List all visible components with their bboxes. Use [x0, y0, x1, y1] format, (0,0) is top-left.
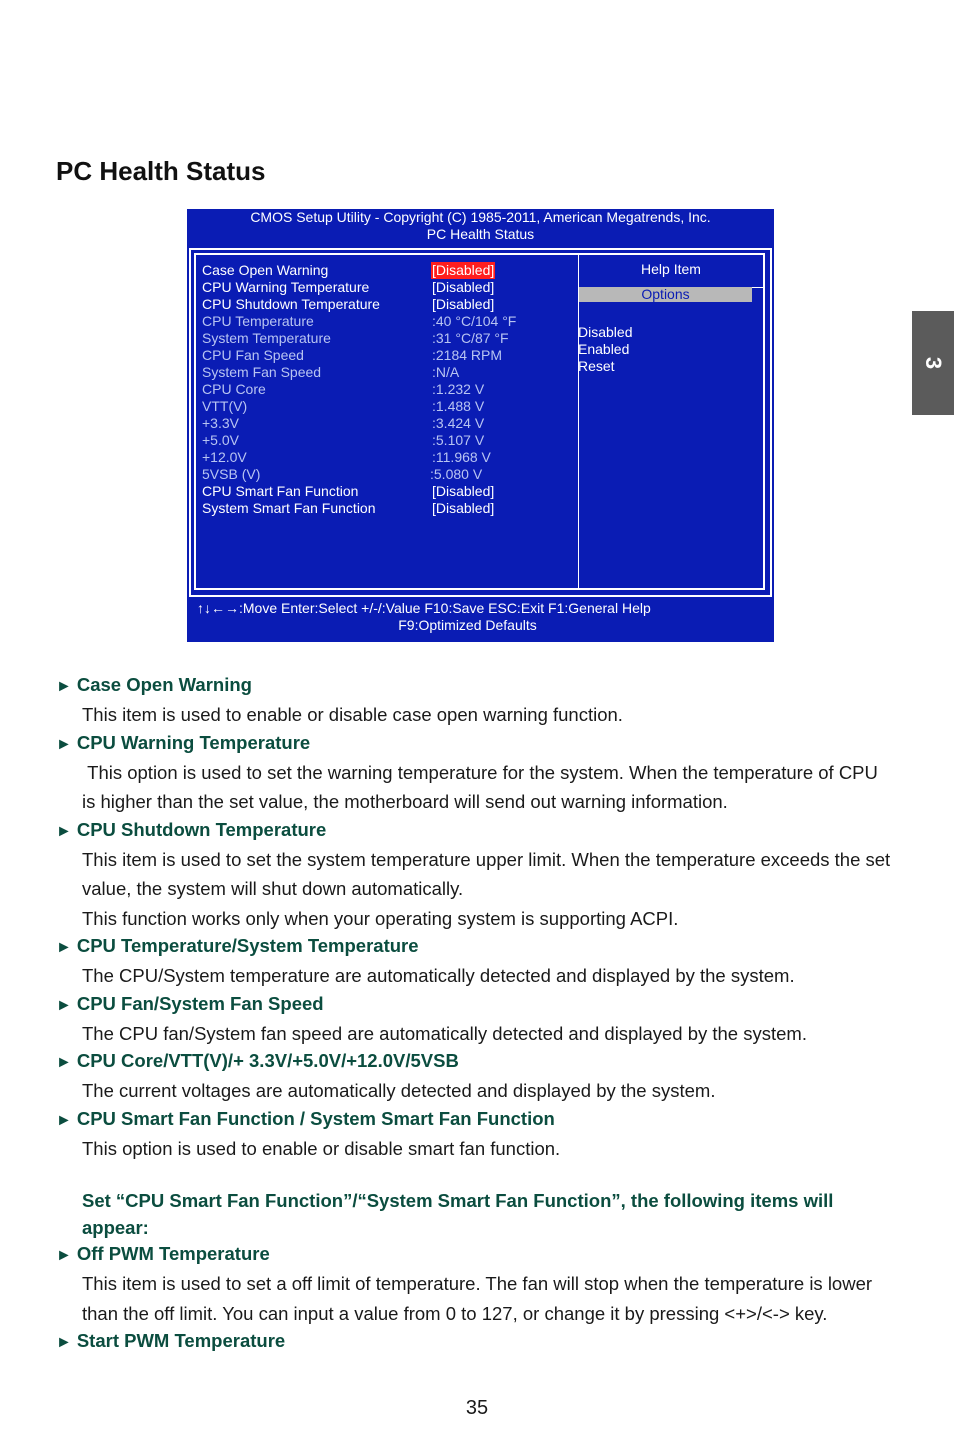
- bios-setting-label: CPU Smart Fan Function: [202, 483, 359, 499]
- section-heading-text: CPU Fan/System Fan Speed: [76, 992, 324, 1014]
- bios-inner-frame: [194, 253, 765, 590]
- help-options-bar: Options: [579, 287, 752, 302]
- chapter-number: 3: [921, 356, 946, 370]
- section-heading-text: Off PWM Temperature: [76, 1243, 270, 1264]
- help-option-item: Enabled: [578, 341, 630, 357]
- bios-divider: [578, 255, 579, 588]
- section-heading: [56, 933, 896, 961]
- bios-setting-value: :11.968 V: [432, 449, 491, 465]
- section-paragraph: This item is used to set a off limit of temperature. The fan will stop when the temperature is lower than the off limit. You can input a value from 0 to 127, or change it by pressing <+>/<-> key.: [82, 1273, 878, 1324]
- bullet-arrow-icon: ►: [56, 996, 72, 1014]
- bios-setting-label: +5.0V: [202, 432, 239, 448]
- section-heading: [56, 730, 896, 758]
- bios-footer-keys: ↑↓←→:Move Enter:Select +/-/:Value F10:Save ESC:Exit F1:General Help: [197, 600, 651, 616]
- page-title: PC Health Status: [56, 156, 266, 186]
- bullet-arrow-icon: ►: [56, 1334, 72, 1351]
- bios-setting-value: [Disabled]: [432, 483, 495, 499]
- bullet-arrow-icon: ►: [56, 1247, 72, 1264]
- bios-setting-value: :1.488 V: [432, 398, 485, 414]
- bullet-arrow-icon: ►: [56, 939, 72, 956]
- section-paragraph: The CPU fan/System fan speed are automatically detected and displayed by the system.: [82, 1022, 807, 1044]
- bios-setting-label: CPU Shutdown Temperature: [202, 296, 380, 312]
- bios-setting-value: :31 °C/87 °F: [432, 330, 509, 346]
- bios-setting-value: [Disabled]: [432, 296, 495, 312]
- bios-setting-value: [Disabled]: [432, 262, 495, 278]
- bios-setting-value: :2184 RPM: [432, 347, 503, 363]
- page-number: 35: [465, 1397, 489, 1419]
- bios-footer-defaults: F9:Optimized Defaults: [398, 617, 537, 633]
- section-heading: [56, 1048, 896, 1076]
- bullet-arrow-icon: ►: [56, 822, 72, 840]
- bullet-arrow-icon: ►: [56, 1054, 72, 1071]
- section-paragraph: This item is used to enable or disable case open warning function.: [82, 704, 623, 725]
- bios-setting-value: :N/A: [432, 364, 460, 380]
- bios-setting-label: System Fan Speed: [202, 364, 322, 380]
- bios-setting-label: CPU Core: [202, 381, 266, 397]
- bios-setting-value: :3.424 V: [432, 415, 485, 431]
- bios-screenshot: [187, 209, 774, 642]
- bios-header-page: PC Health Status: [426, 226, 535, 242]
- bios-setting-value: :5.107 V: [432, 432, 485, 448]
- bios-setting-label: System Smart Fan Function: [202, 500, 376, 516]
- section-heading-text: Case Open Warning: [76, 674, 252, 695]
- section-heading: [56, 1106, 896, 1134]
- chapter-tab: [912, 311, 954, 415]
- bios-setting-label: VTT(V): [202, 398, 248, 414]
- section-heading-text: CPU Smart Fan Function / System Smart Fan Function: [76, 1107, 555, 1129]
- bios-header: [187, 209, 774, 243]
- bios-setting-label: CPU Temperature: [202, 313, 314, 329]
- help-item-box: [579, 255, 763, 288]
- section-heading: [56, 991, 896, 1019]
- section-paragraph: This function works only when your operating system is supporting ACPI.: [82, 907, 679, 929]
- section-paragraph: This option is used to enable or disable smart fan function.: [82, 1137, 561, 1159]
- bios-setting-label: +3.3V: [202, 415, 239, 431]
- bullet-arrow-icon: ►: [56, 678, 72, 695]
- bios-frame: [189, 248, 772, 597]
- section-heading: [56, 672, 896, 700]
- section-heading: [56, 817, 896, 845]
- section-heading-text: Start PWM Temperature: [76, 1330, 286, 1351]
- bios-setting-label: +12.0V: [202, 449, 247, 465]
- section-paragraph: The current voltages are automatically detected and displayed by the system.: [82, 1080, 716, 1101]
- bios-setting-label: Case Open Warning: [202, 262, 329, 278]
- bullet-arrow-icon: ►: [56, 1111, 72, 1129]
- section-heading: [56, 1241, 896, 1269]
- section-heading-text: CPU Temperature/System Temperature: [76, 935, 419, 956]
- description-content: [56, 672, 896, 1356]
- section-heading-text: CPU Core/VTT(V)/+ 3.3V/+5.0V/+12.0V/5VSB: [76, 1050, 459, 1071]
- bullet-arrow-icon: ►: [56, 735, 72, 753]
- section-paragraph: This option is used to set the warning temperature for the system. When the temperature of CPU is higher than the set value, the motherboard will send out warning information.: [82, 761, 884, 812]
- bios-setting-label: System Temperature: [202, 330, 331, 346]
- bios-setting-label: CPU Fan Speed: [202, 347, 304, 363]
- bios-setting-value: :40 °C/104 °F: [432, 313, 517, 329]
- section-paragraph: This item is used to set the system temperature upper limit. When the temperature exceeds the set value, the system will shut down automatically.: [82, 848, 896, 899]
- section-heading-text: CPU Shutdown Temperature: [76, 818, 327, 840]
- section-heading-text: CPU Warning Temperature: [76, 731, 311, 753]
- bios-setting-label: 5VSB (V): [202, 466, 261, 482]
- bios-setting-label: CPU Warning Temperature: [202, 279, 370, 295]
- section-paragraph: The CPU/System temperature are automatically detected and displayed by the system.: [82, 965, 795, 986]
- section-heading: [56, 1328, 896, 1356]
- bios-setting-value: [Disabled]: [432, 500, 495, 516]
- help-item-title: Help Item: [641, 261, 701, 277]
- bios-header-copyright: CMOS Setup Utility - Copyright (C) 1985-2011, American Megatrends, Inc.: [250, 209, 711, 225]
- help-option-item: Disabled: [578, 324, 633, 340]
- bios-setting-value: :5.080 V: [430, 466, 483, 482]
- help-option-item: Reset: [578, 358, 615, 374]
- bios-setting-value: [Disabled]: [432, 279, 495, 295]
- bios-setting-value: :1.232 V: [432, 381, 485, 397]
- note-text: Set “CPU Smart Fan Function”/“System Smart Fan Function”, the following items will appear:: [82, 1190, 834, 1238]
- bios-footer: [187, 600, 774, 634]
- help-options-list: [578, 324, 632, 375]
